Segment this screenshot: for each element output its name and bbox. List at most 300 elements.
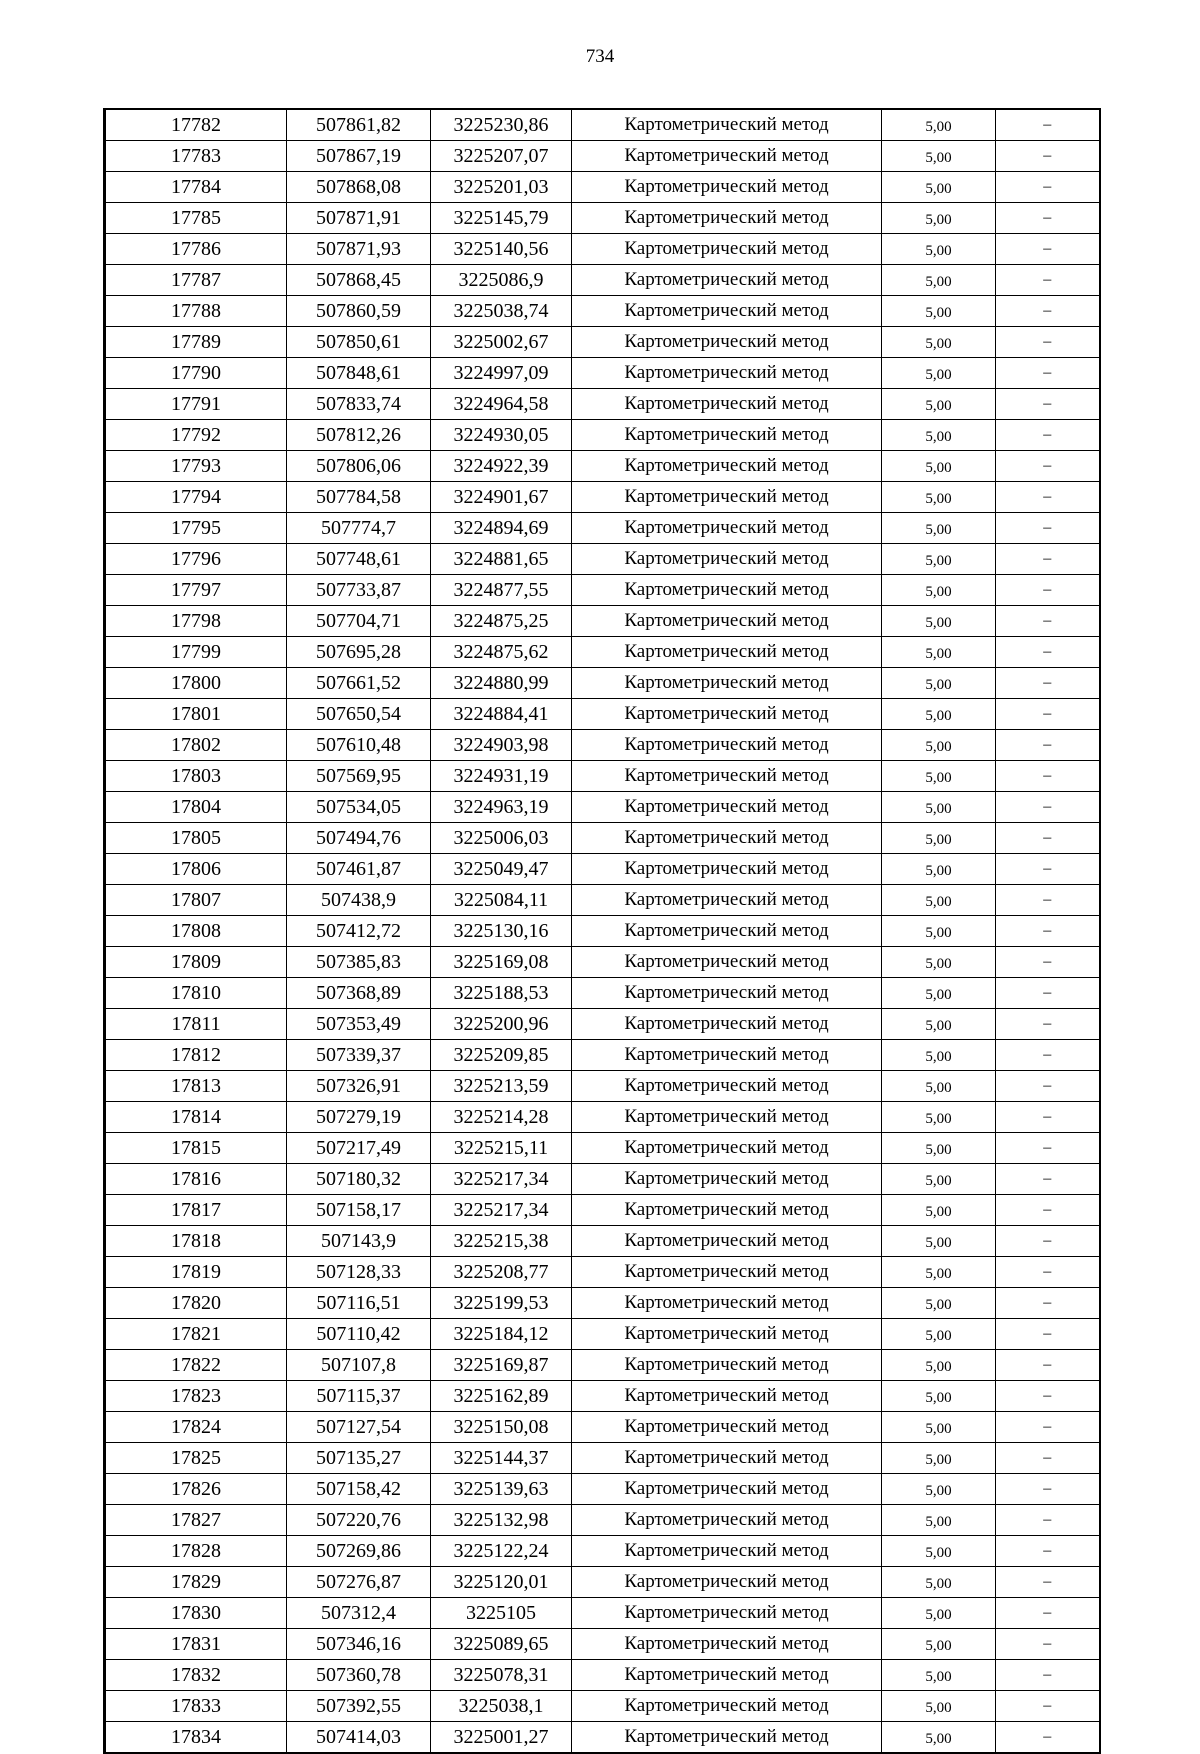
x-coordinate-cell: 507220,76: [287, 1505, 431, 1536]
y-coordinate-cell: 3225150,08: [431, 1412, 572, 1443]
x-coordinate-cell: 507412,72: [287, 916, 431, 947]
method-cell: Картометрический метод: [572, 265, 882, 296]
y-coordinate-cell: 3225130,16: [431, 916, 572, 947]
description-cell: –: [996, 1381, 1100, 1412]
x-coordinate-cell: 507438,9: [287, 885, 431, 916]
y-coordinate-cell: 3224875,25: [431, 606, 572, 637]
method-cell: Картометрический метод: [572, 296, 882, 327]
point-number-cell: 17791: [105, 389, 287, 420]
description-cell: –: [996, 761, 1100, 792]
y-coordinate-cell: 3224930,05: [431, 420, 572, 451]
x-coordinate-cell: 507871,93: [287, 234, 431, 265]
x-coordinate-cell: 507695,28: [287, 637, 431, 668]
point-number-cell: 17803: [105, 761, 287, 792]
accuracy-cell: 5,00: [882, 296, 996, 327]
x-coordinate-cell: 507848,61: [287, 358, 431, 389]
description-cell: –: [996, 1133, 1100, 1164]
description-cell: –: [996, 1350, 1100, 1381]
description-cell: –: [996, 109, 1100, 141]
method-cell: Картометрический метод: [572, 668, 882, 699]
y-coordinate-cell: 3225200,96: [431, 1009, 572, 1040]
point-number-cell: 17832: [105, 1660, 287, 1691]
y-coordinate-cell: 3225038,1: [431, 1691, 572, 1722]
x-coordinate-cell: 507784,58: [287, 482, 431, 513]
x-coordinate-cell: 507871,91: [287, 203, 431, 234]
accuracy-cell: 5,00: [882, 234, 996, 265]
point-number-cell: 17807: [105, 885, 287, 916]
method-cell: Картометрический метод: [572, 792, 882, 823]
point-number-cell: 17790: [105, 358, 287, 389]
point-number-cell: 17792: [105, 420, 287, 451]
accuracy-cell: 5,00: [882, 1722, 996, 1754]
method-cell: Картометрический метод: [572, 1009, 882, 1040]
table-row: [105, 1660, 1100, 1691]
point-number-cell: 17810: [105, 978, 287, 1009]
accuracy-cell: 5,00: [882, 451, 996, 482]
accuracy-cell: 5,00: [882, 1660, 996, 1691]
point-number-cell: 17806: [105, 854, 287, 885]
table-row: [105, 730, 1100, 761]
point-number-cell: 17826: [105, 1474, 287, 1505]
description-cell: –: [996, 668, 1100, 699]
table-row: [105, 823, 1100, 854]
table-row: [105, 1474, 1100, 1505]
accuracy-cell: 5,00: [882, 916, 996, 947]
point-number-cell: 17783: [105, 141, 287, 172]
table-row: [105, 1195, 1100, 1226]
x-coordinate-cell: 507534,05: [287, 792, 431, 823]
y-coordinate-cell: 3225217,34: [431, 1195, 572, 1226]
table-row: [105, 296, 1100, 327]
accuracy-cell: 5,00: [882, 637, 996, 668]
description-cell: –: [996, 265, 1100, 296]
point-number-cell: 17815: [105, 1133, 287, 1164]
description-cell: –: [996, 327, 1100, 358]
table-row: [105, 513, 1100, 544]
table-row: [105, 637, 1100, 668]
description-cell: –: [996, 1660, 1100, 1691]
point-number-cell: 17784: [105, 172, 287, 203]
method-cell: Картометрический метод: [572, 761, 882, 792]
description-cell: –: [996, 1536, 1100, 1567]
accuracy-cell: 5,00: [882, 1288, 996, 1319]
point-number-cell: 17824: [105, 1412, 287, 1443]
accuracy-cell: 5,00: [882, 1443, 996, 1474]
x-coordinate-cell: 507610,48: [287, 730, 431, 761]
method-cell: Картометрический метод: [572, 606, 882, 637]
description-cell: –: [996, 1102, 1100, 1133]
method-cell: Картометрический метод: [572, 1319, 882, 1350]
table-row: [105, 885, 1100, 916]
table-row: [105, 389, 1100, 420]
y-coordinate-cell: 3224903,98: [431, 730, 572, 761]
accuracy-cell: 5,00: [882, 978, 996, 1009]
y-coordinate-cell: 3225188,53: [431, 978, 572, 1009]
method-cell: Картометрический метод: [572, 1102, 882, 1133]
table-row: [105, 544, 1100, 575]
point-number-cell: 17795: [105, 513, 287, 544]
table-row: [105, 327, 1100, 358]
description-cell: –: [996, 854, 1100, 885]
y-coordinate-cell: 3224875,62: [431, 637, 572, 668]
accuracy-cell: 5,00: [882, 792, 996, 823]
method-cell: Картометрический метод: [572, 1722, 882, 1754]
x-coordinate-cell: 507569,95: [287, 761, 431, 792]
x-coordinate-cell: 507346,16: [287, 1629, 431, 1660]
x-coordinate-cell: 507733,87: [287, 575, 431, 606]
x-coordinate-cell: 507279,19: [287, 1102, 431, 1133]
accuracy-cell: 5,00: [882, 885, 996, 916]
y-coordinate-cell: 3224877,55: [431, 575, 572, 606]
description-cell: –: [996, 978, 1100, 1009]
x-coordinate-cell: 507494,76: [287, 823, 431, 854]
method-cell: Картометрический метод: [572, 699, 882, 730]
description-cell: –: [996, 389, 1100, 420]
description-cell: –: [996, 544, 1100, 575]
description-cell: –: [996, 482, 1100, 513]
description-cell: –: [996, 1691, 1100, 1722]
x-coordinate-cell: 507748,61: [287, 544, 431, 575]
accuracy-cell: 5,00: [882, 203, 996, 234]
description-cell: –: [996, 885, 1100, 916]
method-cell: Картометрический метод: [572, 1474, 882, 1505]
y-coordinate-cell: 3225049,47: [431, 854, 572, 885]
method-cell: Картометрический метод: [572, 854, 882, 885]
table-row: [105, 1319, 1100, 1350]
table-row: [105, 1288, 1100, 1319]
description-cell: –: [996, 1598, 1100, 1629]
y-coordinate-cell: 3225217,34: [431, 1164, 572, 1195]
point-number-cell: 17827: [105, 1505, 287, 1536]
accuracy-cell: 5,00: [882, 1164, 996, 1195]
accuracy-cell: 5,00: [882, 1567, 996, 1598]
table-row: [105, 1412, 1100, 1443]
y-coordinate-cell: 3225207,07: [431, 141, 572, 172]
point-number-cell: 17799: [105, 637, 287, 668]
method-cell: Картометрический метод: [572, 1071, 882, 1102]
table-row: [105, 234, 1100, 265]
table-row: [105, 1443, 1100, 1474]
accuracy-cell: 5,00: [882, 1598, 996, 1629]
table-row: [105, 947, 1100, 978]
method-cell: Картометрический метод: [572, 389, 882, 420]
accuracy-cell: 5,00: [882, 1009, 996, 1040]
table-row: [105, 1691, 1100, 1722]
y-coordinate-cell: 3225086,9: [431, 265, 572, 296]
table-row: [105, 699, 1100, 730]
table-row: [105, 1009, 1100, 1040]
method-cell: Картометрический метод: [572, 451, 882, 482]
x-coordinate-cell: 507312,4: [287, 1598, 431, 1629]
method-cell: Картометрический метод: [572, 1226, 882, 1257]
description-cell: –: [996, 420, 1100, 451]
accuracy-cell: 5,00: [882, 544, 996, 575]
point-number-cell: 17829: [105, 1567, 287, 1598]
x-coordinate-cell: 507158,17: [287, 1195, 431, 1226]
description-cell: –: [996, 1722, 1100, 1754]
point-number-cell: 17813: [105, 1071, 287, 1102]
table-row: [105, 1722, 1100, 1754]
method-cell: Картометрический метод: [572, 141, 882, 172]
table-row: [105, 172, 1100, 203]
method-cell: Картометрический метод: [572, 1350, 882, 1381]
y-coordinate-cell: 3225184,12: [431, 1319, 572, 1350]
method-cell: Картометрический метод: [572, 1598, 882, 1629]
x-coordinate-cell: 507806,06: [287, 451, 431, 482]
y-coordinate-cell: 3225209,85: [431, 1040, 572, 1071]
y-coordinate-cell: 3225038,74: [431, 296, 572, 327]
table-row: [105, 1536, 1100, 1567]
table-row: [105, 1629, 1100, 1660]
table-body: [105, 109, 1100, 1753]
y-coordinate-cell: 3225145,79: [431, 203, 572, 234]
x-coordinate-cell: 507143,9: [287, 1226, 431, 1257]
description-cell: –: [996, 451, 1100, 482]
table-row: [105, 203, 1100, 234]
y-coordinate-cell: 3225214,28: [431, 1102, 572, 1133]
accuracy-cell: 5,00: [882, 606, 996, 637]
method-cell: Картометрический метод: [572, 575, 882, 606]
description-cell: –: [996, 1288, 1100, 1319]
y-coordinate-cell: 3225122,24: [431, 1536, 572, 1567]
y-coordinate-cell: 3224964,58: [431, 389, 572, 420]
y-coordinate-cell: 3225002,67: [431, 327, 572, 358]
table-row: [105, 1257, 1100, 1288]
x-coordinate-cell: 507868,08: [287, 172, 431, 203]
point-number-cell: 17811: [105, 1009, 287, 1040]
y-coordinate-cell: 3225215,11: [431, 1133, 572, 1164]
description-cell: –: [996, 1412, 1100, 1443]
y-coordinate-cell: 3225144,37: [431, 1443, 572, 1474]
y-coordinate-cell: 3225006,03: [431, 823, 572, 854]
method-cell: Картометрический метод: [572, 1567, 882, 1598]
y-coordinate-cell: 3225132,98: [431, 1505, 572, 1536]
x-coordinate-cell: 507385,83: [287, 947, 431, 978]
table-row: [105, 1133, 1100, 1164]
y-coordinate-cell: 3224997,09: [431, 358, 572, 389]
point-number-cell: 17828: [105, 1536, 287, 1567]
method-cell: Картометрический метод: [572, 730, 882, 761]
accuracy-cell: 5,00: [882, 1350, 996, 1381]
y-coordinate-cell: 3225078,31: [431, 1660, 572, 1691]
y-coordinate-cell: 3225120,01: [431, 1567, 572, 1598]
y-coordinate-cell: 3225105: [431, 1598, 572, 1629]
method-cell: Картометрический метод: [572, 1629, 882, 1660]
method-cell: Картометрический метод: [572, 1412, 882, 1443]
point-number-cell: 17816: [105, 1164, 287, 1195]
y-coordinate-cell: 3225001,27: [431, 1722, 572, 1754]
accuracy-cell: 5,00: [882, 358, 996, 389]
x-coordinate-cell: 507217,49: [287, 1133, 431, 1164]
accuracy-cell: 5,00: [882, 1319, 996, 1350]
table-row: [105, 606, 1100, 637]
point-number-cell: 17797: [105, 575, 287, 606]
method-cell: Картометрический метод: [572, 637, 882, 668]
point-number-cell: 17825: [105, 1443, 287, 1474]
accuracy-cell: 5,00: [882, 1195, 996, 1226]
x-coordinate-cell: 507368,89: [287, 978, 431, 1009]
accuracy-cell: 5,00: [882, 109, 996, 141]
x-coordinate-cell: 507360,78: [287, 1660, 431, 1691]
method-cell: Картометрический метод: [572, 1133, 882, 1164]
description-cell: –: [996, 1071, 1100, 1102]
y-coordinate-cell: 3224922,39: [431, 451, 572, 482]
table-row: [105, 1598, 1100, 1629]
y-coordinate-cell: 3225139,63: [431, 1474, 572, 1505]
x-coordinate-cell: 507276,87: [287, 1567, 431, 1598]
point-number-cell: 17789: [105, 327, 287, 358]
point-number-cell: 17805: [105, 823, 287, 854]
description-cell: –: [996, 203, 1100, 234]
x-coordinate-cell: 507110,42: [287, 1319, 431, 1350]
y-coordinate-cell: 3225213,59: [431, 1071, 572, 1102]
y-coordinate-cell: 3224894,69: [431, 513, 572, 544]
accuracy-cell: 5,00: [882, 1257, 996, 1288]
point-number-cell: 17820: [105, 1288, 287, 1319]
x-coordinate-cell: 507861,82: [287, 109, 431, 141]
description-cell: –: [996, 1226, 1100, 1257]
method-cell: Картометрический метод: [572, 109, 882, 141]
table-row: [105, 978, 1100, 1009]
table-row: [105, 109, 1100, 141]
method-cell: Картометрический метод: [572, 513, 882, 544]
description-cell: –: [996, 947, 1100, 978]
point-number-cell: 17831: [105, 1629, 287, 1660]
x-coordinate-cell: 507867,19: [287, 141, 431, 172]
x-coordinate-cell: 507339,37: [287, 1040, 431, 1071]
method-cell: Картометрический метод: [572, 1660, 882, 1691]
point-number-cell: 17787: [105, 265, 287, 296]
table-row: [105, 575, 1100, 606]
point-number-cell: 17802: [105, 730, 287, 761]
method-cell: Картометрический метод: [572, 234, 882, 265]
table-row: [105, 420, 1100, 451]
point-number-cell: 17812: [105, 1040, 287, 1071]
table-row: [105, 1381, 1100, 1412]
y-coordinate-cell: 3224963,19: [431, 792, 572, 823]
method-cell: Картометрический метод: [572, 916, 882, 947]
point-number-cell: 17796: [105, 544, 287, 575]
x-coordinate-cell: 507326,91: [287, 1071, 431, 1102]
description-cell: –: [996, 172, 1100, 203]
table-row: [105, 1071, 1100, 1102]
accuracy-cell: 5,00: [882, 947, 996, 978]
point-number-cell: 17822: [105, 1350, 287, 1381]
y-coordinate-cell: 3225140,56: [431, 234, 572, 265]
description-cell: –: [996, 916, 1100, 947]
y-coordinate-cell: 3225230,86: [431, 109, 572, 141]
table-row: [105, 792, 1100, 823]
description-cell: –: [996, 792, 1100, 823]
method-cell: Картометрический метод: [572, 1505, 882, 1536]
method-cell: Картометрический метод: [572, 885, 882, 916]
accuracy-cell: 5,00: [882, 699, 996, 730]
y-coordinate-cell: 3225208,77: [431, 1257, 572, 1288]
point-number-cell: 17793: [105, 451, 287, 482]
method-cell: Картометрический метод: [572, 203, 882, 234]
method-cell: Картометрический метод: [572, 1257, 882, 1288]
table-row: [105, 1567, 1100, 1598]
table-row: [105, 1040, 1100, 1071]
point-number-cell: 17830: [105, 1598, 287, 1629]
method-cell: Картометрический метод: [572, 1443, 882, 1474]
y-coordinate-cell: 3225084,11: [431, 885, 572, 916]
accuracy-cell: 5,00: [882, 327, 996, 358]
accuracy-cell: 5,00: [882, 1133, 996, 1164]
page-number: 734: [585, 46, 615, 67]
accuracy-cell: 5,00: [882, 1226, 996, 1257]
method-cell: Картометрический метод: [572, 1288, 882, 1319]
x-coordinate-cell: 507650,54: [287, 699, 431, 730]
x-coordinate-cell: 507704,71: [287, 606, 431, 637]
coordinates-table: [103, 108, 1101, 1754]
table-row: [105, 1102, 1100, 1133]
point-number-cell: 17794: [105, 482, 287, 513]
point-number-cell: 17785: [105, 203, 287, 234]
y-coordinate-cell: 3224881,65: [431, 544, 572, 575]
x-coordinate-cell: 507414,03: [287, 1722, 431, 1754]
method-cell: Картометрический метод: [572, 172, 882, 203]
accuracy-cell: 5,00: [882, 575, 996, 606]
x-coordinate-cell: 507774,7: [287, 513, 431, 544]
table-row: [105, 854, 1100, 885]
table-row: [105, 451, 1100, 482]
accuracy-cell: 5,00: [882, 854, 996, 885]
method-cell: Картометрический метод: [572, 1381, 882, 1412]
point-number-cell: 17814: [105, 1102, 287, 1133]
point-number-cell: 17809: [105, 947, 287, 978]
accuracy-cell: 5,00: [882, 761, 996, 792]
x-coordinate-cell: 507353,49: [287, 1009, 431, 1040]
x-coordinate-cell: 507661,52: [287, 668, 431, 699]
x-coordinate-cell: 507135,27: [287, 1443, 431, 1474]
x-coordinate-cell: 507107,8: [287, 1350, 431, 1381]
point-number-cell: 17808: [105, 916, 287, 947]
method-cell: Картометрический метод: [572, 823, 882, 854]
x-coordinate-cell: 507833,74: [287, 389, 431, 420]
accuracy-cell: 5,00: [882, 1381, 996, 1412]
accuracy-cell: 5,00: [882, 1474, 996, 1505]
x-coordinate-cell: 507116,51: [287, 1288, 431, 1319]
table-row: [105, 358, 1100, 389]
accuracy-cell: 5,00: [882, 1536, 996, 1567]
accuracy-cell: 5,00: [882, 1629, 996, 1660]
x-coordinate-cell: 507392,55: [287, 1691, 431, 1722]
method-cell: Картометрический метод: [572, 1040, 882, 1071]
point-number-cell: 17798: [105, 606, 287, 637]
accuracy-cell: 5,00: [882, 1505, 996, 1536]
y-coordinate-cell: 3224884,41: [431, 699, 572, 730]
method-cell: Картометрический метод: [572, 327, 882, 358]
method-cell: Картометрический метод: [572, 544, 882, 575]
description-cell: –: [996, 1567, 1100, 1598]
x-coordinate-cell: 507850,61: [287, 327, 431, 358]
point-number-cell: 17800: [105, 668, 287, 699]
y-coordinate-cell: 3225089,65: [431, 1629, 572, 1660]
y-coordinate-cell: 3225169,87: [431, 1350, 572, 1381]
accuracy-cell: 5,00: [882, 482, 996, 513]
description-cell: –: [996, 823, 1100, 854]
point-number-cell: 17834: [105, 1722, 287, 1754]
description-cell: –: [996, 699, 1100, 730]
x-coordinate-cell: 507860,59: [287, 296, 431, 327]
description-cell: –: [996, 606, 1100, 637]
description-cell: –: [996, 296, 1100, 327]
description-cell: –: [996, 1319, 1100, 1350]
accuracy-cell: 5,00: [882, 730, 996, 761]
description-cell: –: [996, 234, 1100, 265]
point-number-cell: 17817: [105, 1195, 287, 1226]
